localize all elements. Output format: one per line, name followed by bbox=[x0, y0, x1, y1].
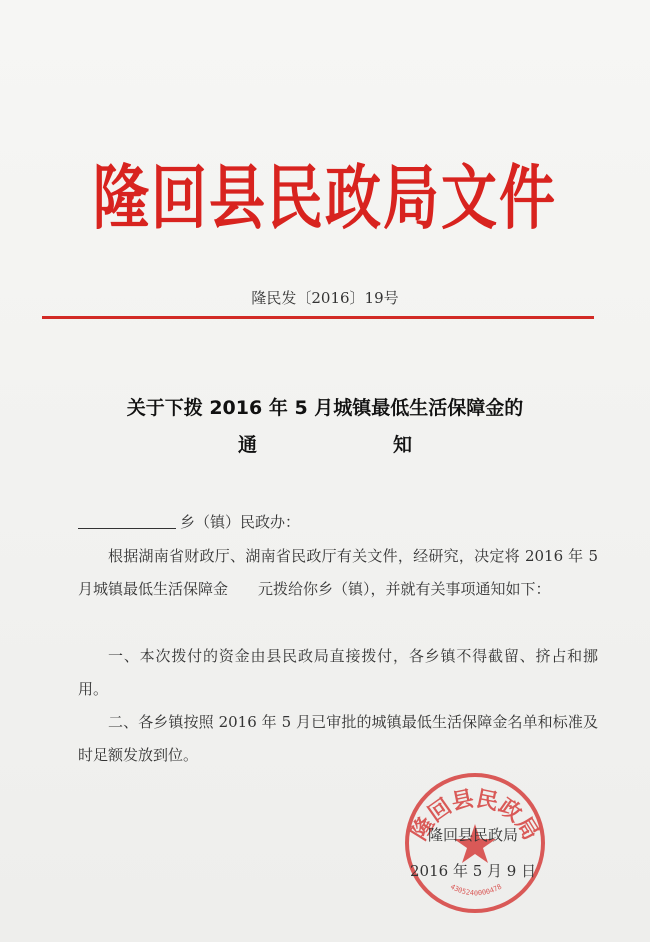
document-header-title: 隆回县民政局文件 bbox=[93, 156, 557, 240]
notice-title-char-2: 知 bbox=[393, 434, 413, 456]
document-number: 隆民发〔2016〕19号 bbox=[251, 289, 399, 307]
seal-serial: 4305240000478 bbox=[448, 882, 504, 898]
paragraph-intro: 根据湖南省财政厅、湖南省民政厅有关文件，经研究，决定将 2016 年 5 月城镇最低生活保障金 元拨给你乡（镇），并就有关事项通知如下： bbox=[78, 547, 598, 598]
recipient-blank-line bbox=[78, 528, 176, 529]
header-red-rule bbox=[42, 316, 594, 319]
notice-title: 关于下拨 2016 年 5 月城镇最低生活保障金的 bbox=[126, 397, 524, 419]
signature-organization: 隆回县民政局 bbox=[428, 826, 519, 844]
paragraph-item-1: 一、本次拨付的资金由县民政局直接拨付，各乡镇不得截留、挤占和挪用。 bbox=[78, 647, 598, 698]
salutation-text: 乡（镇）民政办： bbox=[180, 513, 301, 531]
paragraph-item-2: 二、各乡镇按照 2016 年 5 月已审批的城镇最低生活保障金名单和标准及时足额发放到位。 bbox=[78, 713, 598, 764]
signature-date: 2016 年 5 月 9 日 bbox=[410, 862, 537, 880]
salutation bbox=[78, 511, 300, 532]
notice-title-char-1: 通 bbox=[238, 434, 258, 456]
seal-arc-text: 隆回县民政局 bbox=[407, 786, 543, 845]
